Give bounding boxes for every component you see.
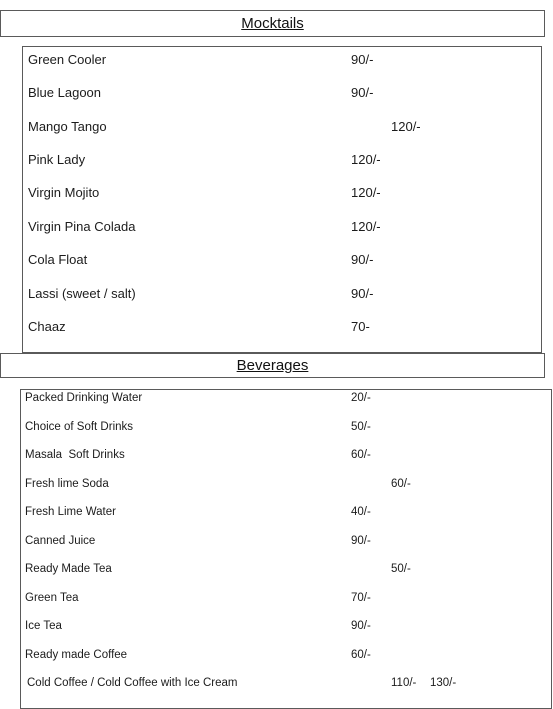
menu-item-name: Ice Tea (25, 620, 62, 632)
menu-item-price: 20/- (351, 392, 371, 404)
menu-item-price: 90/- (351, 286, 374, 301)
menu-item-name: Packed Drinking Water (25, 392, 143, 404)
menu-item-name: Pink Lady (28, 152, 86, 167)
menu-item-price: 120/- (351, 152, 381, 167)
menu-item-price: 120/- (391, 119, 421, 134)
menu-item-name: Lassi (sweet / salt) (28, 286, 136, 301)
menu-item-name: Mango Tango (28, 119, 107, 134)
menu-item-price: 70- (351, 319, 370, 334)
menu-item-price: 110/- (391, 677, 417, 689)
menu-item-price: 50/- (351, 421, 371, 433)
menu-item-name: Green Tea (25, 592, 79, 604)
menu-item-price: 60/- (351, 449, 371, 461)
menu-item-name: Green Cooler (28, 52, 107, 67)
menu-item-name: Ready made Coffee (25, 649, 128, 661)
mocktails-header-box (0, 10, 545, 37)
menu-item-name: Masala Soft Drinks (25, 449, 125, 461)
menu-item-price: 120/- (351, 219, 381, 234)
menu-item-name: Cold Coffee / Cold Coffee with Ice Cream (27, 677, 238, 689)
beverages-list-box (20, 389, 552, 709)
menu-item-price: 60/- (391, 478, 411, 490)
menu-item-name: Choice of Soft Drinks (25, 421, 134, 433)
menu-item-name: Virgin Mojito (28, 185, 100, 200)
menu-item-price-secondary: 130/- (430, 677, 457, 689)
menu-item-name: Canned Juice (25, 535, 96, 547)
menu-item-price: 90/- (351, 535, 371, 547)
beverages-header-box (0, 353, 545, 378)
menu-item-price: 90/- (351, 52, 374, 67)
menu-item-name: Blue Lagoon (28, 85, 102, 100)
menu-item-name: Cola Float (28, 252, 88, 267)
menu-item-name: Fresh lime Soda (25, 478, 109, 490)
menu-item-name: Virgin Pina Colada (28, 219, 136, 234)
menu-item-price: 40/- (351, 506, 371, 518)
beverages-title: Beverages (236, 357, 309, 374)
menu-item-price: 90/- (351, 85, 374, 100)
menu-item-name: Ready Made Tea (25, 563, 112, 575)
menu-item-price: 50/- (391, 563, 411, 575)
mocktails-title: Mocktails (241, 15, 304, 32)
menu-item-price: 90/- (351, 620, 371, 632)
menu-item-price: 90/- (351, 252, 374, 267)
menu-item-price: 120/- (351, 185, 381, 200)
menu-item-price: 70/- (351, 592, 371, 604)
menu-item-name: Chaaz (28, 319, 66, 334)
menu-item-name: Fresh Lime Water (25, 506, 116, 518)
menu-item-price: 60/- (351, 649, 371, 661)
